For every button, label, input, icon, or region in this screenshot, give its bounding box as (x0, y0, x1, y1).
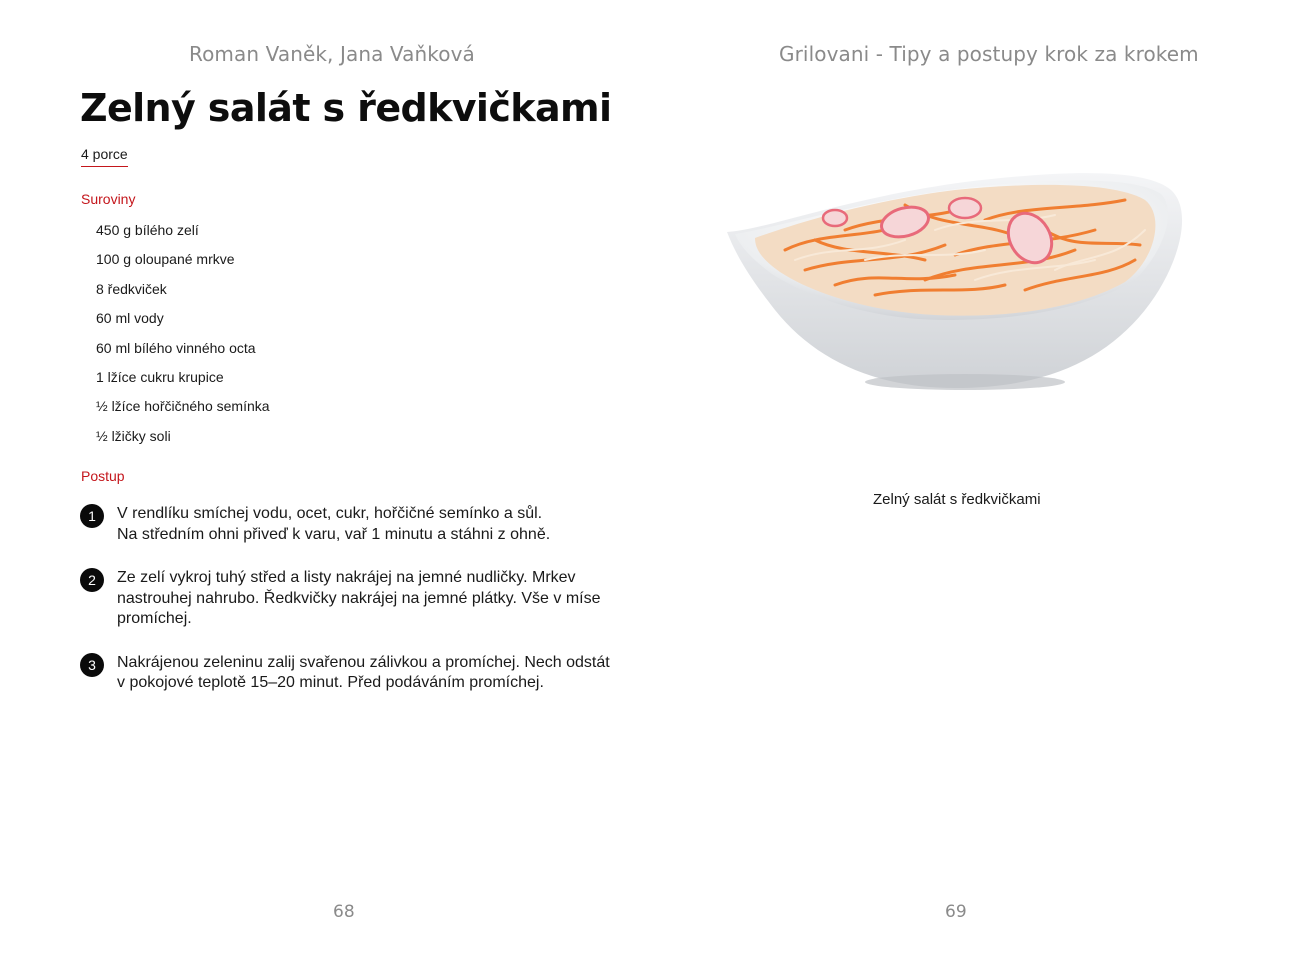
photo-caption: Zelný salát s ředkvičkami (873, 491, 1041, 508)
step-text-line: Nakrájenou zeleninu zalij svařenou zálivkou a promíchej. Nech odstát (117, 653, 610, 671)
bowl-base (865, 374, 1065, 390)
ingredient-item: 8 ředkviček (96, 280, 167, 297)
ingredient-item: 100 g oloupané mrkve (96, 251, 235, 268)
step-text-line: Na středním ohni přiveď k varu, vař 1 minutu a stáhni z ohně. (117, 525, 551, 543)
step-number-badge: 2 (80, 568, 104, 592)
running-head-book-title: Grilovani - Tipy a postupy krok za krokem (779, 42, 1199, 66)
step-text-line: v pokojové teplotě 15–20 minut. Před podáváním promíchej. (117, 674, 544, 691)
ingredients-list (96, 221, 270, 456)
ingredient-item: 450 g bílého zelí (96, 222, 199, 238)
page-number-right: 69 (945, 902, 967, 922)
step-item (80, 504, 620, 545)
step-number-badge: 1 (80, 504, 104, 528)
ingredient-item: ½ lžičky soli (96, 427, 171, 444)
ingredients-heading: Suroviny (81, 191, 136, 207)
step-item (80, 568, 620, 630)
right-page (650, 0, 1300, 975)
step-text-line: nastrouhej nahrubo. Ředkvičky nakrájej na jemné plátky. Vše v míse (117, 589, 601, 607)
ingredient-item: 60 ml bílého vinného octa (96, 339, 256, 356)
steps-list (80, 504, 620, 694)
step-text-line: Ze zelí vykroj tuhý střed a listy nakrájej na jemné nudličky. Mrkev (117, 569, 576, 586)
step-text-line: promíchej. (117, 610, 192, 627)
running-head-authors: Roman Vaněk, Jana Vaňková (189, 42, 475, 66)
ingredient-item: ½ lžíce hořčičného semínka (96, 398, 270, 415)
page-number-left: 68 (333, 902, 355, 922)
step-item (80, 653, 620, 694)
servings-label: 4 porce (81, 146, 128, 167)
ingredient-item: 1 lžíce cukru krupice (96, 368, 224, 385)
steps-heading: Postup (81, 468, 125, 484)
step-text-line: V rendlíku smíchej vodu, ocet, cukr, hořčičné semínko a sůl. (117, 505, 543, 522)
ingredient-item: 60 ml vody (96, 310, 164, 327)
salad-bowl-photo (725, 160, 1185, 400)
recipe-title: Zelný salát s ředkvičkami (80, 86, 612, 130)
step-number-badge: 3 (80, 653, 104, 677)
